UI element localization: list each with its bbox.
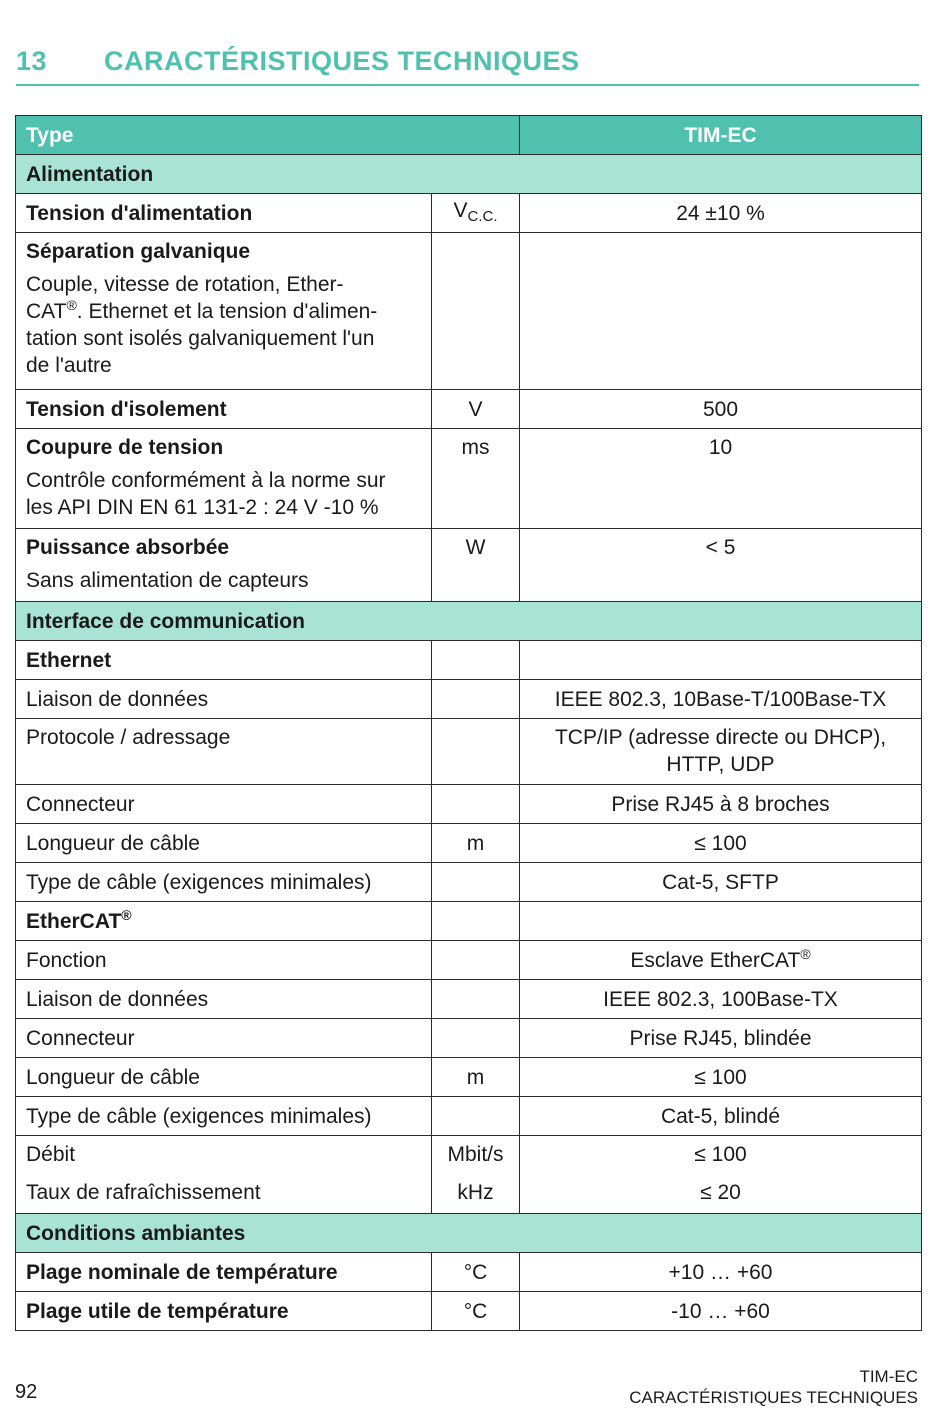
unit-text: W [465, 536, 486, 559]
table-row [16, 863, 922, 902]
value-text: Esclave EtherCAT [630, 948, 801, 972]
footer-product: TIM-EC [859, 1367, 918, 1386]
section-label: Interface de communication [16, 602, 922, 641]
row-unit: °C [432, 1292, 520, 1331]
header-type: Type [16, 116, 520, 155]
row-label: Connecteur [16, 785, 432, 824]
table-row [16, 1136, 922, 1214]
row-label: Séparation galvanique [26, 240, 251, 263]
registered-mark: ® [66, 297, 77, 313]
row-unit [432, 1097, 520, 1136]
row-value: Cat‑5, blindé [520, 1097, 922, 1136]
table-row [16, 824, 922, 863]
row-value: ‑10 … +60 [520, 1292, 922, 1331]
desc-line: Couple, vitesse de rotation, Ether‑ [26, 273, 344, 296]
registered-mark: ® [800, 945, 811, 962]
table-row [16, 1253, 922, 1292]
row-label: Protocole / adressage [26, 726, 231, 749]
desc-line: de l'autre [26, 354, 112, 377]
chapter-number: 13 [16, 46, 48, 76]
table-header-row [16, 116, 922, 155]
row-label: Longueur de câble [16, 824, 432, 863]
footer-chapter: CARACTÉRISTIQUES TECHNIQUES [629, 1388, 918, 1407]
row-value [520, 902, 922, 941]
desc-line: Contrôle conformément à la norme sur [26, 469, 386, 492]
row-label: Taux de rafraîchissement [26, 1181, 261, 1204]
value-text: 10 [708, 436, 733, 459]
table-row [16, 429, 922, 529]
row-label: Tension d'alimentation [16, 194, 432, 233]
row-value: ≤ 100 [520, 824, 922, 863]
row-label: Liaison de données [16, 680, 432, 719]
row-label: Puissance absorbée [26, 536, 230, 559]
row-value: ≤ 100 [520, 1058, 922, 1097]
table-row [16, 1097, 922, 1136]
row-unit: m [432, 824, 520, 863]
row-value [520, 529, 922, 602]
table-row [16, 1292, 922, 1331]
row-unit [432, 641, 520, 680]
row-unit [432, 429, 520, 529]
value-text: ≤ 100 [694, 1143, 747, 1166]
row-unit [432, 680, 520, 719]
unit-main: V [453, 198, 468, 222]
row-unit [432, 980, 520, 1019]
desc-line: CAT [26, 300, 67, 323]
row-label: Longueur de câble [16, 1058, 432, 1097]
row-unit [432, 902, 520, 941]
row-value [520, 233, 922, 390]
row-unit [432, 233, 520, 390]
row-value: IEEE 802.3, 100Base‑TX [520, 980, 922, 1019]
row-unit [432, 719, 520, 785]
unit-text: ms [461, 436, 490, 459]
row-description: Sans alimentation de capteurs [26, 569, 309, 592]
row-unit [432, 1136, 520, 1214]
value-line: TCP/IP (adresse directe ou DHCP), [554, 726, 887, 749]
row-unit [432, 863, 520, 902]
table-row [16, 719, 922, 785]
table-row [16, 1019, 922, 1058]
row-value: +10 … +60 [520, 1253, 922, 1292]
row-label-block [16, 233, 432, 390]
table-row [16, 980, 922, 1019]
desc-line: . Ethernet et la tension d'alimen‑ [76, 300, 378, 323]
row-value [520, 641, 922, 680]
page-number: 92 [15, 1381, 38, 1403]
row-label: Ethernet [16, 641, 432, 680]
row-label: Coupure de tension [26, 436, 224, 459]
section-row-power [16, 155, 922, 194]
row-unit [432, 194, 520, 233]
row-unit: V [432, 390, 520, 429]
row-unit: °C [432, 1253, 520, 1292]
section-label: Conditions ambiantes [16, 1214, 922, 1253]
table-row [16, 641, 922, 680]
row-unit [432, 529, 520, 602]
row-label: Type de câble (exigences minimales) [16, 1097, 432, 1136]
row-label-block [16, 529, 432, 602]
row-value: Prise RJ45, blindée [520, 1019, 922, 1058]
row-unit: m [432, 1058, 520, 1097]
table-row [16, 902, 922, 941]
header-model: TIM-EC [520, 116, 922, 155]
row-value: 24 ±10 % [520, 194, 922, 233]
row-description [26, 265, 421, 385]
row-value [520, 941, 922, 980]
row-label: Fonction [16, 941, 432, 980]
row-label: Type de câble (exigences minimales) [16, 863, 432, 902]
value-line: HTTP, UDP [666, 753, 775, 776]
row-label-block [16, 429, 432, 529]
row-value: IEEE 802.3, 10Base‑T/100Base‑TX [520, 680, 922, 719]
chapter-heading [16, 44, 919, 86]
row-label-text: EtherCAT [26, 909, 122, 933]
row-value: Cat‑5, SFTP [520, 863, 922, 902]
row-label: Plage nominale de température [16, 1253, 432, 1292]
desc-line: les API DIN EN 61 131‑2 : 24 V ‑10 % [26, 496, 379, 519]
table-row [16, 194, 922, 233]
table-row [16, 680, 922, 719]
row-unit [432, 785, 520, 824]
row-value: 500 [520, 390, 922, 429]
registered-mark: ® [121, 906, 132, 923]
table-row [16, 1058, 922, 1097]
table-row [16, 941, 922, 980]
row-label [16, 902, 432, 941]
running-footer [629, 1366, 918, 1408]
row-label: Plage utile de température [16, 1292, 432, 1331]
row-value [520, 1136, 922, 1214]
row-value [520, 429, 922, 529]
row-unit [432, 941, 520, 980]
table-row [16, 233, 922, 390]
section-label: Alimentation [16, 155, 922, 194]
section-row-ambient [16, 1214, 922, 1253]
row-label-block [16, 719, 432, 785]
unit-text: kHz [457, 1181, 494, 1204]
row-value [520, 719, 922, 785]
unit-subscript: C.C. [467, 207, 498, 225]
spec-table [15, 115, 922, 1331]
row-label: Tension d'isolement [16, 390, 432, 429]
row-label-block [16, 1136, 432, 1214]
row-value: Prise RJ45 à 8 broches [520, 785, 922, 824]
row-label: Connecteur [16, 1019, 432, 1058]
desc-line: tation sont isolés galvaniquement l'un [26, 327, 375, 350]
unit-text: Mbit/s [447, 1143, 504, 1166]
table-row [16, 785, 922, 824]
value-text: ≤ 20 [700, 1181, 741, 1204]
section-row-comm [16, 602, 922, 641]
row-label: Liaison de données [16, 980, 432, 1019]
row-unit [432, 1019, 520, 1058]
value-text: < 5 [705, 536, 736, 559]
chapter-title: CARACTÉRISTIQUES TECHNIQUES [104, 46, 580, 76]
table-row [16, 390, 922, 429]
row-label: Débit [26, 1143, 76, 1166]
row-description [26, 461, 421, 527]
table-row [16, 529, 922, 602]
